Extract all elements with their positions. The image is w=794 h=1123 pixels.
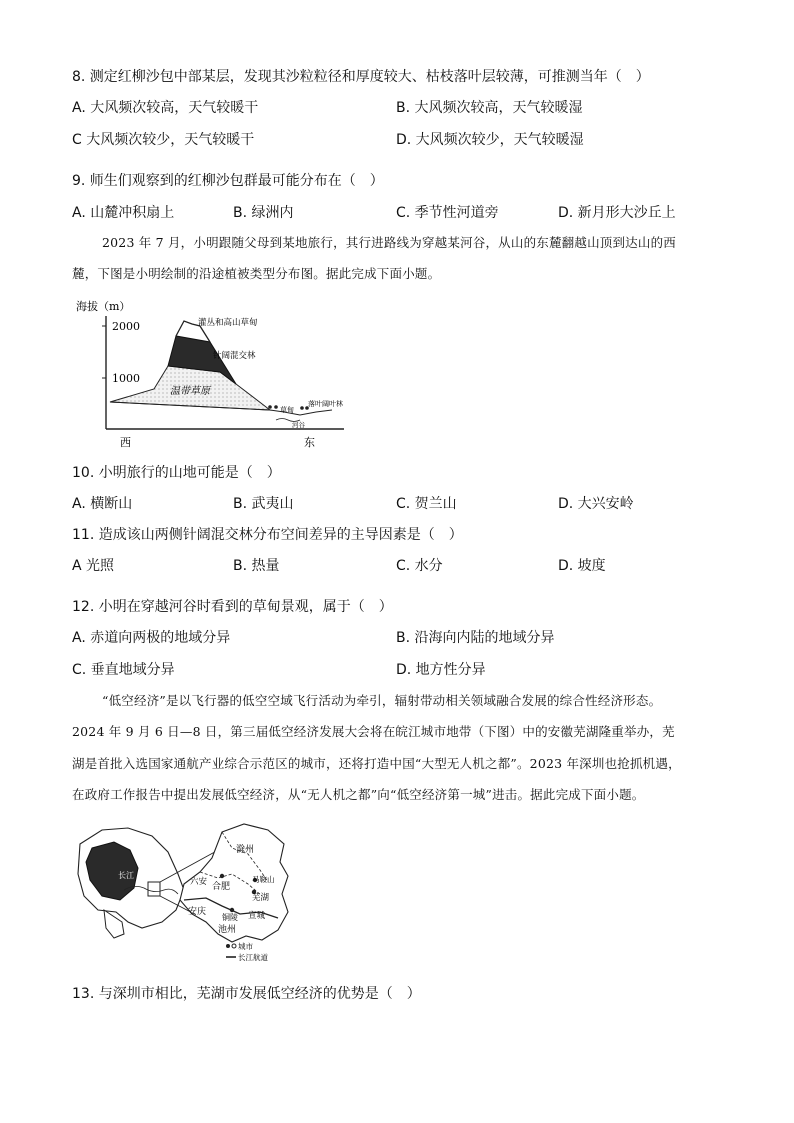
question-9-option-a: A. 山麓冲积扇上 xyxy=(72,205,175,221)
valley-label: 河谷 xyxy=(292,421,305,429)
tick-label-2000: 2000 xyxy=(112,320,140,333)
meadow-marker xyxy=(274,405,278,409)
question-12-option-d: D. 地方性分异 xyxy=(396,662,486,678)
legend-waterway-label: 长江航道 xyxy=(238,953,268,962)
city-label-tongling: 铜陵 xyxy=(222,913,238,922)
question-10-option-d: D. 大兴安岭 xyxy=(558,496,634,512)
question-9-option-b: B. 绿洲内 xyxy=(233,205,294,221)
city-label-hefei: 合肥 xyxy=(212,882,231,892)
question-9-option-d: D. 新月形大沙丘上 xyxy=(558,205,676,221)
question-10-option-b: B. 武夷山 xyxy=(233,496,294,512)
question-8-option-d: D. 大风频次较少，天气较暖湿 xyxy=(396,132,584,148)
question-11-option-b: B. 热量 xyxy=(233,558,280,574)
legend-city-marker xyxy=(232,944,236,948)
question-11-option-c: C. 水分 xyxy=(396,558,443,574)
passage-2-line-1: “低空经济”是以飞行器的低空空域飞行活动为牵引，辐射带动相关领域融合发展的综合性经济形态。 xyxy=(102,693,662,708)
question-10-stem: 10. 小明旅行的山地可能是（ ） xyxy=(72,465,281,481)
city-marker-tongling xyxy=(230,908,234,912)
vegetation-profile-figure xyxy=(70,296,350,454)
yangtze-label: 长江 xyxy=(118,871,134,880)
passage-2-line-4: 在政府工作报告中提出发展低空经济，从“无人机之都”向“低空经济第一城”进击。据此完成下面小题。 xyxy=(72,787,645,802)
steppe-label: 温带草原 xyxy=(170,386,210,397)
mixed-forest-label: 针阔混交林 xyxy=(213,351,256,361)
legend-city-marker xyxy=(226,944,230,948)
broadleaf-marker xyxy=(300,406,304,410)
passage-1-line-1: 2023 年 7 月，小明跟随父母到某地旅行，其行进路线为穿越某河谷，从山的东麓翻越山顶到达山的西 xyxy=(102,235,676,250)
city-label-maanshan: 马鞍山 xyxy=(252,875,275,884)
question-8-option-b: B. 大风频次较高，天气较暖湿 xyxy=(396,100,583,116)
question-8-option-a: A. 大风频次较高，天气较暖干 xyxy=(72,100,259,116)
question-12-option-b: B. 沿海向内陆的地域分异 xyxy=(396,630,555,646)
city-label-chizhou: 池州 xyxy=(218,925,237,935)
question-8-option-c: C 大风频次较少，天气较暖干 xyxy=(72,132,255,148)
question-13-stem: 13. 与深圳市相比，芜湖市发展低空经济的优势是（ ） xyxy=(72,986,421,1002)
city-label-wuhu: 芜湖 xyxy=(252,893,270,903)
question-11-option-a: A 光照 xyxy=(72,558,115,574)
y-axis-label: 海拔（m） xyxy=(76,300,131,313)
city-label-xuancheng: 宣城 xyxy=(248,911,266,921)
question-11-stem: 11. 造成该山两侧针阔混交林分布空间差异的主导因素是（ ） xyxy=(72,527,463,543)
question-9-option-c: C. 季节性河道旁 xyxy=(396,205,499,221)
passage-2-line-3: 湖是首批入选国家通航产业综合示范区的城市，还将打造中国“大型无人机之都”。2023 年深圳也抢抓机遇， xyxy=(72,756,681,771)
question-12-option-c: C. 垂直地域分异 xyxy=(72,662,175,678)
passage-2-line-2: 2024 年 9 月 6 日—8 日，第三届低空经济发展大会将在皖江城市地带（下图）中的安徽芜湖隆重举办，芜 xyxy=(72,724,675,739)
question-8-stem: 8. 测定红柳沙包中部某层，发现其沙粒粒径和厚度较大、枯枝落叶层较薄，可推测当年（ ） xyxy=(72,69,650,85)
wanjiang-map-figure xyxy=(72,818,302,968)
meadow-marker xyxy=(268,405,272,409)
shrub-meadow-label: 灌丛和高山草甸 xyxy=(198,318,258,328)
question-11-option-d: D. 坡度 xyxy=(558,558,606,574)
east-label: 东 xyxy=(304,436,315,449)
city-label-anqing: 安庆 xyxy=(188,907,207,917)
tick-label-1000: 1000 xyxy=(112,372,140,385)
question-9-stem: 9. 师生们观察到的红柳沙包群最可能分布在（ ） xyxy=(72,173,384,189)
west-label: 西 xyxy=(120,436,131,449)
meadow-label: 草甸 xyxy=(280,406,294,414)
question-10-option-c: C. 贺兰山 xyxy=(396,496,457,512)
city-label-chuzhou: 滁州 xyxy=(236,845,255,855)
question-12-stem: 12. 小明在穿越河谷时看到的草甸景观，属于（ ） xyxy=(72,599,393,615)
passage-1-line-2: 麓，下图是小明绘制的沿途植被类型分布图。据此完成下面小题。 xyxy=(72,266,441,281)
broadleaf-label: 落叶阔叶林 xyxy=(308,400,343,408)
city-label-luan: 六安 xyxy=(190,877,208,887)
legend-city-label: 城市 xyxy=(238,942,253,951)
question-10-option-a: A. 横断山 xyxy=(72,496,133,512)
city-marker-hefei xyxy=(220,874,224,878)
question-12-option-a: A. 赤道向两极的地域分异 xyxy=(72,630,231,646)
